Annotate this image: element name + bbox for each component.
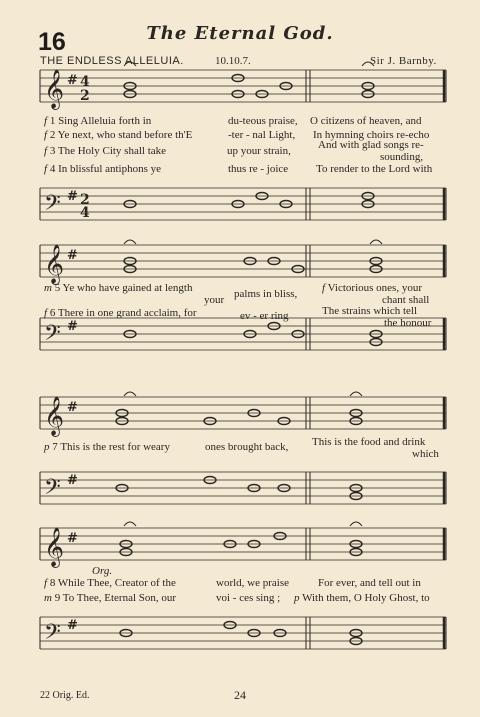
verse-8-mid: world, we praise: [216, 577, 290, 589]
verse-7-end-1: This is the food and drink: [312, 436, 426, 448]
verse-5-end-1: f Victorious ones, your: [322, 282, 422, 294]
organ-label: Org.: [92, 565, 113, 577]
svg-text:2: 2: [80, 88, 90, 104]
svg-text:#: #: [67, 531, 78, 546]
verse-6-mid: ev - er ring: [240, 310, 289, 322]
verse-5-end-2: chant shall: [382, 294, 430, 306]
page-number: 24: [234, 688, 246, 702]
svg-text:4: 4: [80, 74, 90, 90]
staff-3-bass: [40, 472, 446, 504]
svg-text:4: 4: [80, 205, 90, 221]
verse-6-end-2: the honour: [384, 317, 432, 329]
tune-name: THE ENDLESS ALLELUIA.: [40, 55, 184, 67]
staff-4-bass: [40, 617, 446, 649]
verse-2-mid: -ter - nal Light,: [228, 129, 296, 141]
svg-text:#: #: [67, 73, 78, 88]
staff-2-treble: [40, 245, 446, 277]
verse-3-end-1: And with glad songs re-: [318, 139, 424, 151]
verse-5: m 5 Ye who have gained at length: [44, 282, 193, 294]
verse-6: f 6 There in one grand acclaim, for: [44, 307, 197, 319]
staff-4-treble: [40, 528, 446, 560]
hymn-title: The Eternal God.: [146, 23, 334, 44]
verse-7-mid: ones brought back,: [205, 441, 289, 453]
verse-8: f 8 While Thee, Creator of the: [44, 577, 176, 589]
verse-9-end: p With them, O Holy Ghost, to: [294, 592, 430, 604]
verse-7-end-2: which: [412, 448, 439, 460]
verse-2-end: In hymning choirs re-echo: [313, 129, 430, 141]
staff-1-treble: [40, 70, 446, 102]
svg-text:𝄢: 𝄢: [44, 620, 61, 650]
svg-text:#: #: [67, 319, 78, 334]
verse-1-mid: du-teous praise,: [228, 115, 298, 127]
svg-text:𝄞: 𝄞: [44, 244, 65, 284]
verse-1-end: O citizens of heaven, and: [310, 115, 422, 127]
verse-4: f 4 In blissful antiphons ye: [44, 163, 162, 175]
verse-8-end: For ever, and tell out in: [318, 577, 421, 589]
verse-9-mid: voi - ces sing ;: [216, 592, 281, 604]
svg-text:𝄢: 𝄢: [44, 475, 61, 505]
svg-text:𝄢: 𝄢: [44, 321, 61, 351]
svg-text:𝄞: 𝄞: [44, 527, 65, 567]
verse-3-end-2: sounding,: [380, 151, 424, 163]
staff-3-treble: [40, 397, 446, 429]
verse-5-mid: palms in bliss,: [234, 288, 298, 300]
svg-text:2: 2: [80, 192, 90, 208]
svg-text:𝄞: 𝄞: [44, 396, 65, 436]
treble-clef-icon: 𝄞: [44, 69, 65, 109]
hymn-number: 16: [38, 28, 66, 56]
edition-note: 22 Orig. Ed.: [40, 690, 90, 701]
meter: 10.10.7.: [215, 55, 251, 67]
staff-1-bass: [40, 188, 446, 220]
verse-4-mid: thus re - joice: [228, 163, 289, 175]
composer: Sir J. Barnby.: [370, 55, 437, 67]
verse-3-mid: up your strain,: [227, 145, 291, 157]
svg-text:#: #: [67, 248, 78, 263]
svg-text:#: #: [67, 618, 78, 633]
verse-3: f 3 The Holy City shall take: [44, 145, 167, 157]
verse-6-end-1: The strains which tell: [322, 305, 418, 317]
svg-text:#: #: [67, 473, 78, 488]
verse-4-end: To render to the Lord with: [316, 163, 433, 175]
bass-clef-icon: 𝄢: [44, 191, 61, 221]
verse-7: p 7 This is the rest for weary: [44, 441, 170, 453]
svg-text:#: #: [67, 400, 78, 415]
verse-1: f 1 Sing Alleluia forth in: [44, 115, 152, 127]
svg-text:#: #: [67, 189, 78, 204]
verse-5-cont: your: [204, 294, 225, 306]
verse-9: m 9 To Thee, Eternal Son, our: [44, 592, 177, 604]
verse-2: f 2 Ye next, who stand before th'E: [44, 129, 193, 141]
